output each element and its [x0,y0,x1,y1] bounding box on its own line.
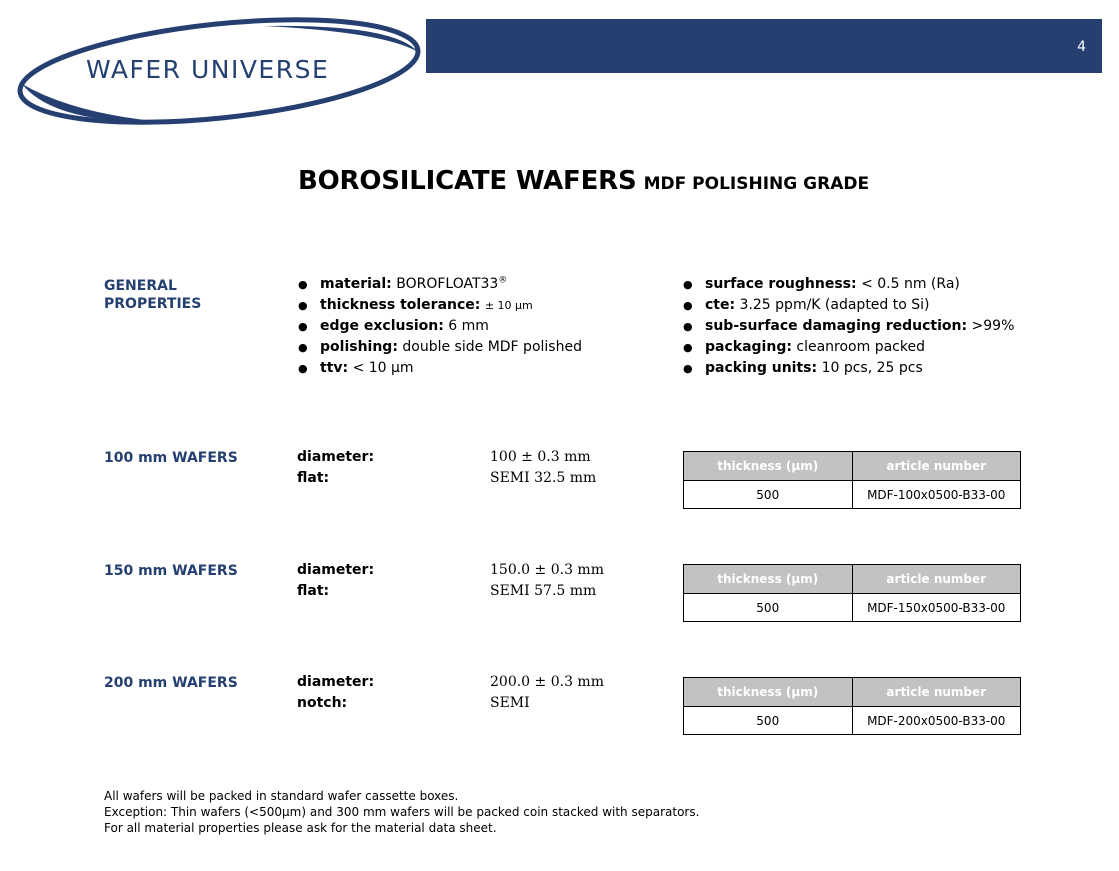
property-polishing: ● polishing: double side MDF polished [298,337,582,358]
footer-line: For all material properties please ask for the material data sheet. [104,821,497,835]
logo-text: WAFER UNIVERSE [86,55,330,84]
table-row: 500 MDF-150x0500-B33-00 [684,594,1021,622]
table-header-thickness: thickness (µm) [684,678,853,707]
property-packaging: ● packaging: cleanroom packed [683,337,1014,358]
wafer-100-spec-values: 100 ± 0.3 mm SEMI 32.5 mm [490,449,597,486]
table-header-article: article number [852,565,1021,594]
table-header-thickness: thickness (µm) [684,452,853,481]
property-sub-surface-damaging: ● sub-surface damaging reduction: >99% [683,316,1014,337]
title-sub: MDF POLISHING GRADE [643,174,870,194]
wafer-150-article-table [683,564,1021,622]
wafer-200-label: 200 mm WAFERS [104,675,238,691]
company-logo [14,14,426,130]
property-material: ● material: BOROFLOAT33® [298,274,582,295]
table-row: 500 MDF-200x0500-B33-00 [684,707,1021,735]
property-cte: ● cte: 3.25 ppm/K (adapted to Si) [683,295,1014,316]
wafer-100-spec-labels: diameter: flat: [297,449,375,486]
wafer-150-label: 150 mm WAFERS [104,563,238,579]
property-ttv: ● ttv: < 10 µm [298,358,582,379]
title-main: BOROSILICATE WAFERS [298,166,637,196]
wafer-150-spec-values: 150.0 ± 0.3 mm SEMI 57.5 mm [490,562,604,599]
wafer-100-article-table [683,451,1021,509]
wafer-200-article-table [683,677,1021,735]
table-row: 500 MDF-100x0500-B33-00 [684,481,1021,509]
property-surface-roughness: ● surface roughness: < 0.5 nm (Ra) [683,274,1014,295]
wafer-100-label: 100 mm WAFERS [104,450,238,466]
table-header-article: article number [852,678,1021,707]
table-header-article: article number [852,452,1021,481]
property-thickness-tolerance: ● thickness tolerance: ± 10 µm [298,295,582,316]
header-bar [426,19,1102,73]
general-properties-right [683,274,1014,379]
general-properties-left [298,274,582,379]
wafer-200-spec-values: 200.0 ± 0.3 mm SEMI [490,674,604,711]
page-number: 4 [1077,39,1086,55]
general-properties-label: GENERAL PROPERTIES [104,278,202,312]
page-title [298,166,869,196]
property-packing-units: ● packing units: 10 pcs, 25 pcs [683,358,1014,379]
table-header-thickness: thickness (µm) [684,565,853,594]
footer-line: All wafers will be packed in standard wafer cassette boxes. [104,789,459,803]
wafer-150-spec-labels: diameter: flat: [297,562,375,599]
wafer-200-spec-labels: diameter: notch: [297,674,375,711]
footer-line: Exception: Thin wafers (<500µm) and 300 mm wafers will be packed coin stacked with separators. [104,805,700,819]
property-edge-exclusion: ● edge exclusion: 6 mm [298,316,582,337]
footer-notes [104,788,699,836]
